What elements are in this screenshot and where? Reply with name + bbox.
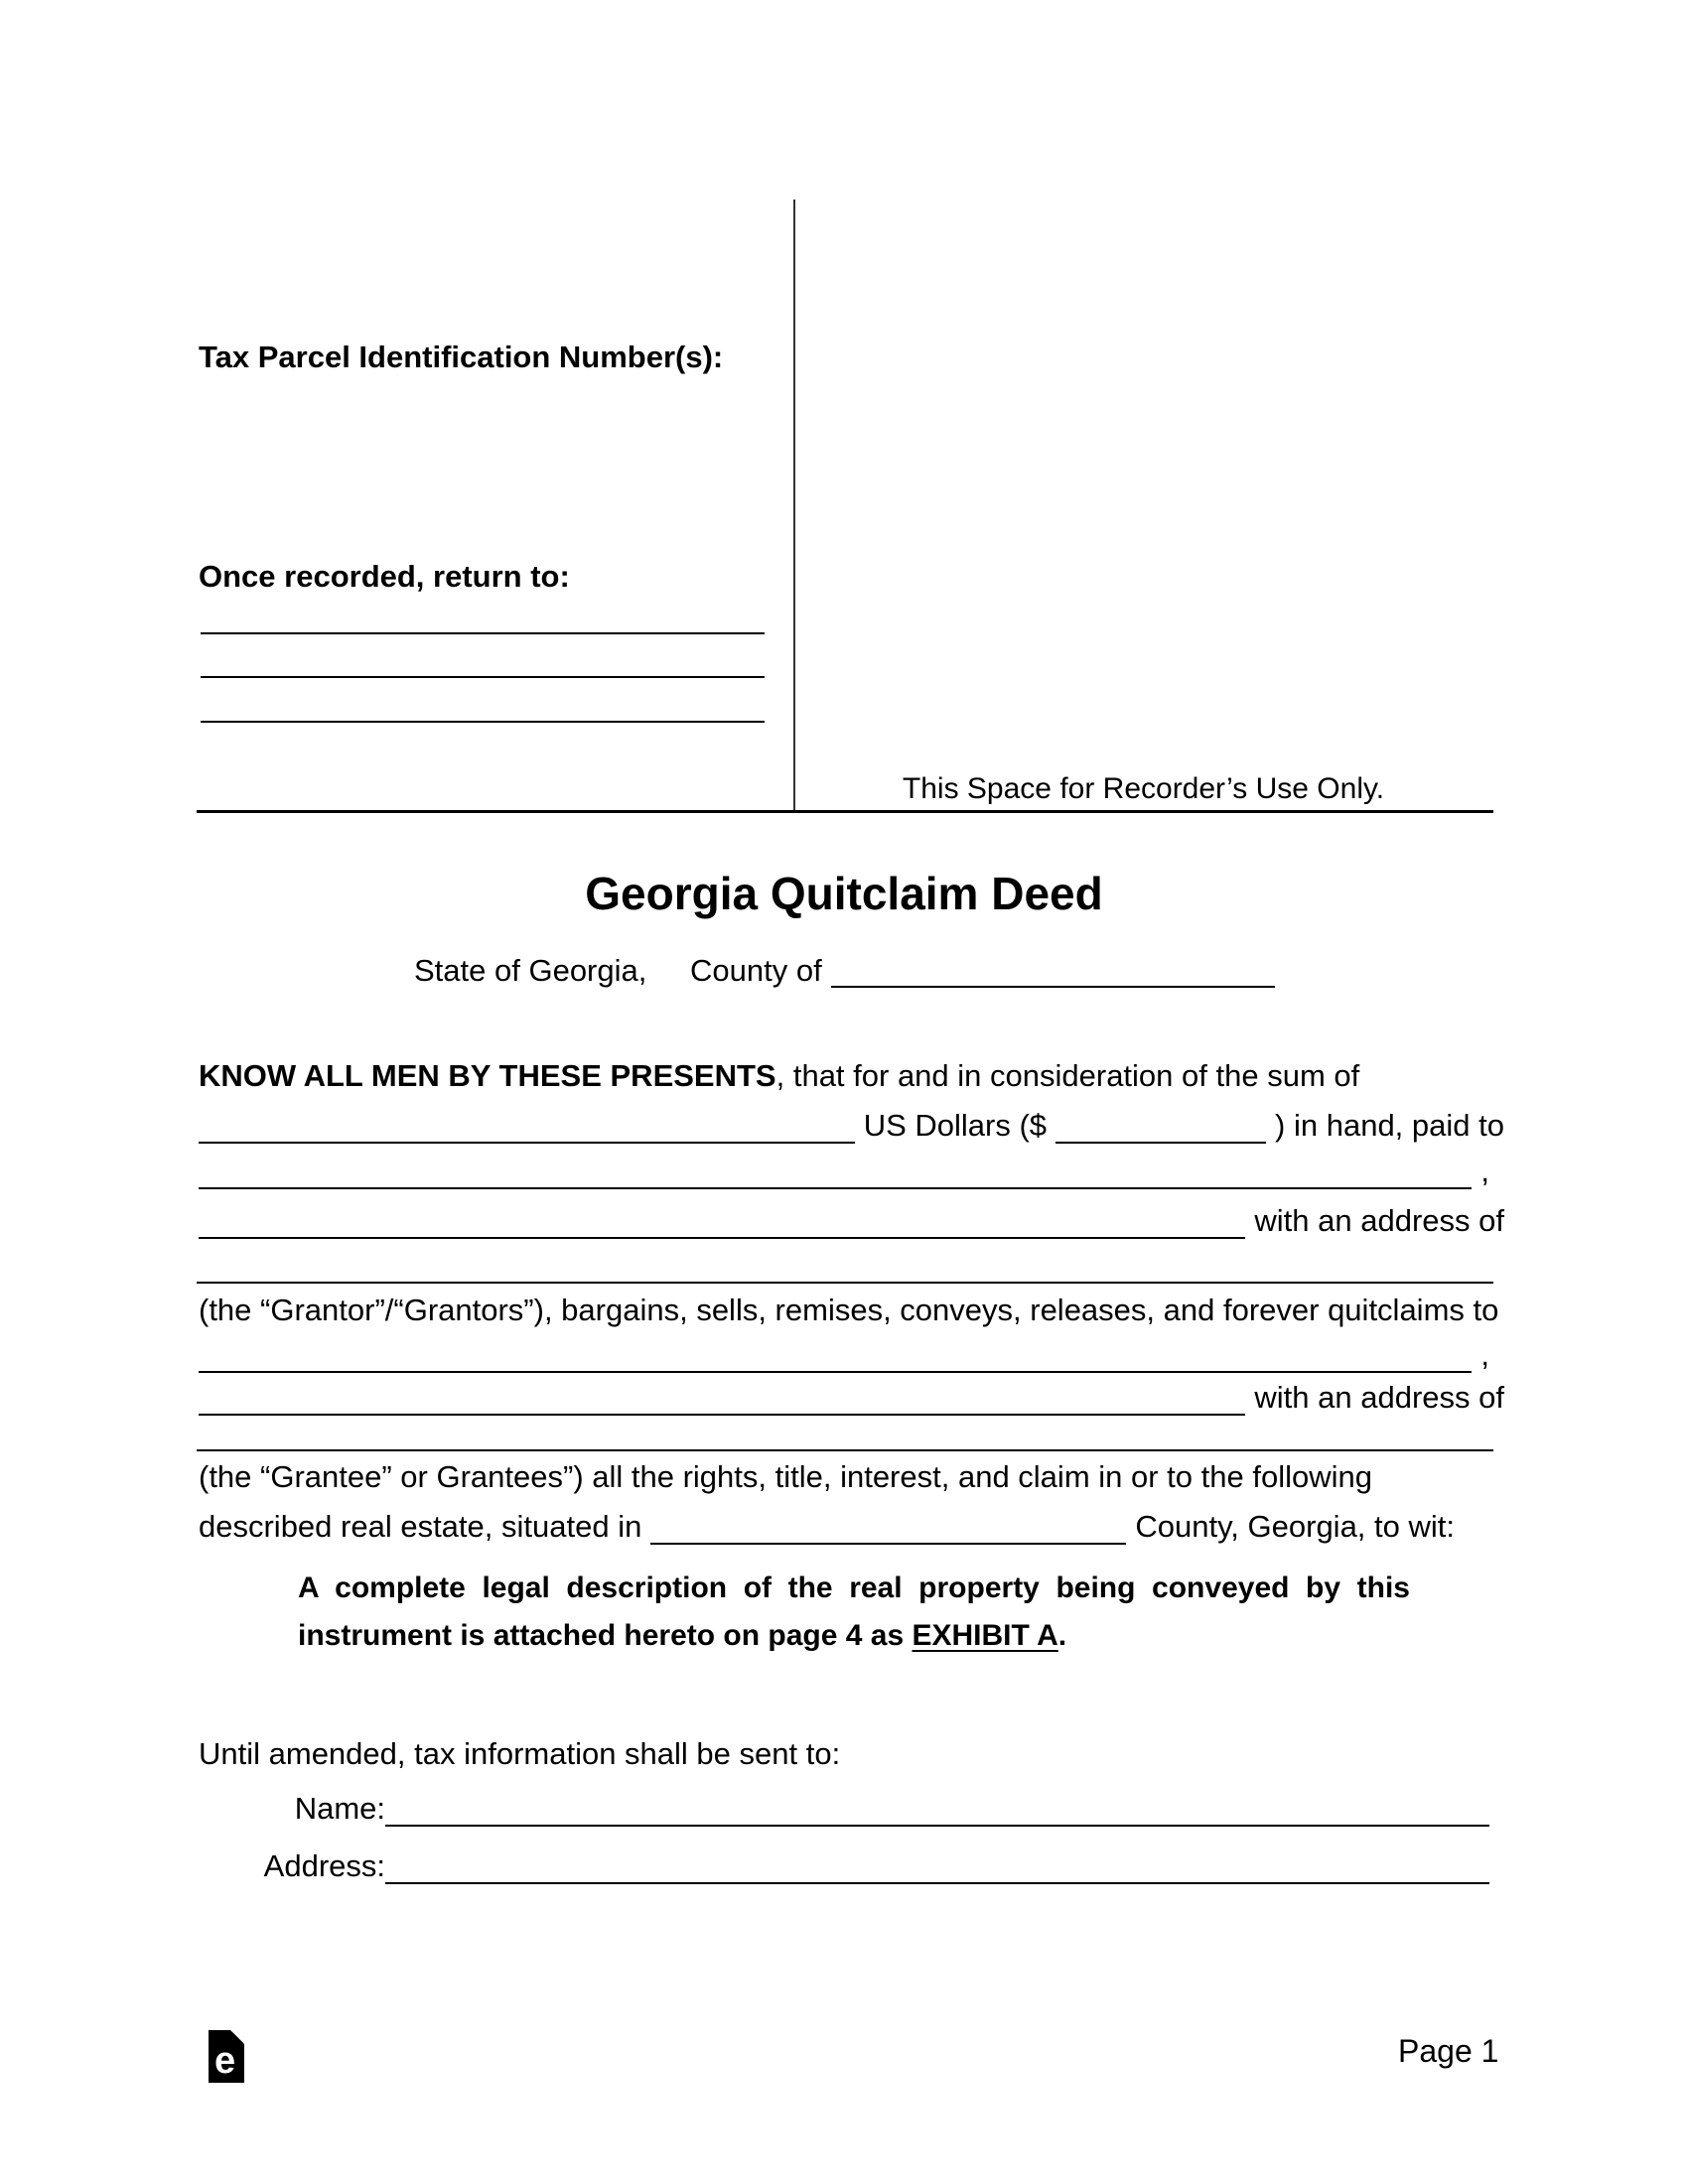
exhibit-notice-line-1: A complete legal description of the real property being conveyed by this bbox=[298, 1571, 1410, 1604]
recorder-box-bottom-rule bbox=[197, 810, 1493, 813]
eforms-logo-letter: e bbox=[214, 2040, 236, 2082]
grantor-address-continued-blank-field bbox=[197, 1282, 1493, 1284]
return-to-blank-line-1 bbox=[201, 632, 765, 634]
grantee-name-blank-field bbox=[199, 1333, 1472, 1373]
address-label: Address: bbox=[263, 1848, 385, 1883]
return-to-label: Once recorded, return to: bbox=[199, 559, 570, 594]
tax-name-row bbox=[199, 1789, 1489, 1827]
recorder-box-vertical-divider bbox=[793, 200, 795, 812]
exhibit-line2-suffix: . bbox=[1057, 1619, 1067, 1652]
county-blank-field bbox=[831, 952, 1275, 988]
sum-written-blank-field bbox=[199, 1104, 855, 1144]
grantee-address-continued-blank-field bbox=[197, 1449, 1493, 1451]
recorder-use-note: This Space for Recorder’s Use Only. bbox=[902, 772, 1385, 805]
grantor-name-row bbox=[199, 1152, 1489, 1189]
exhibit-notice-line-2 bbox=[298, 1612, 1410, 1660]
grantor-address-row bbox=[199, 1201, 1504, 1239]
grantor-with-address-label: with an address of bbox=[1254, 1203, 1504, 1238]
sum-numeric-blank-field bbox=[1055, 1104, 1266, 1144]
us-dollars-label: US Dollars ($ bbox=[863, 1108, 1048, 1143]
tax-info-intro: Until amended, tax information shall be sent to: bbox=[199, 1736, 841, 1771]
page-number: Page 1 bbox=[1398, 2033, 1499, 2069]
consideration-row bbox=[199, 1106, 1504, 1144]
grantor-address-blank-field bbox=[199, 1199, 1245, 1239]
page-title: Georgia Quitclaim Deed bbox=[585, 868, 1103, 919]
exhibit-line2-prefix: instrument is attached hereto on page 4 as bbox=[298, 1619, 913, 1652]
situated-prefix-label: described real estate, situated in bbox=[199, 1509, 642, 1544]
grantee-clause-line: (the “Grantee” or Grantees”) all the rights, title, interest, and claim in or to the following bbox=[199, 1459, 1372, 1494]
tax-address-row bbox=[199, 1846, 1489, 1884]
comma-mark: , bbox=[1480, 1337, 1489, 1372]
situated-suffix-label: County, Georgia, to wit: bbox=[1135, 1509, 1455, 1544]
tax-parcel-label: Tax Parcel Identification Number(s): bbox=[199, 340, 724, 374]
comma-mark: , bbox=[1480, 1154, 1489, 1188]
grantee-address-row bbox=[199, 1378, 1504, 1416]
grantee-address-blank-field bbox=[199, 1376, 1245, 1416]
grantor-name-blank-field bbox=[199, 1150, 1472, 1189]
county-of-label: County of bbox=[690, 953, 822, 988]
exhibit-a-reference: EXHIBIT A bbox=[912, 1619, 1058, 1652]
presents-rest-text: , that for and in consideration of the sum of bbox=[775, 1058, 1360, 1093]
name-blank-field bbox=[385, 1787, 1489, 1827]
in-hand-label: ) in hand, paid to bbox=[1275, 1108, 1504, 1143]
presents-line bbox=[199, 1058, 1359, 1094]
address-blank-field bbox=[385, 1844, 1489, 1884]
state-label: State of Georgia, bbox=[414, 953, 647, 988]
return-to-blank-line-2 bbox=[201, 676, 765, 678]
return-to-blank-line-3 bbox=[201, 721, 765, 723]
grantee-with-address-label: with an address of bbox=[1254, 1380, 1504, 1415]
situated-county-blank-field bbox=[650, 1505, 1126, 1545]
situated-row bbox=[199, 1507, 1455, 1545]
name-label: Name: bbox=[294, 1791, 385, 1826]
eforms-logo-icon bbox=[209, 2030, 244, 2083]
grantor-clause-line: (the “Grantor”/“Grantors”), bargains, sells, remises, conveys, releases, and forever quitclaims to bbox=[199, 1293, 1499, 1327]
grantee-name-row bbox=[199, 1335, 1489, 1373]
presents-bold-text: KNOW ALL MEN BY THESE PRESENTS bbox=[199, 1058, 776, 1093]
